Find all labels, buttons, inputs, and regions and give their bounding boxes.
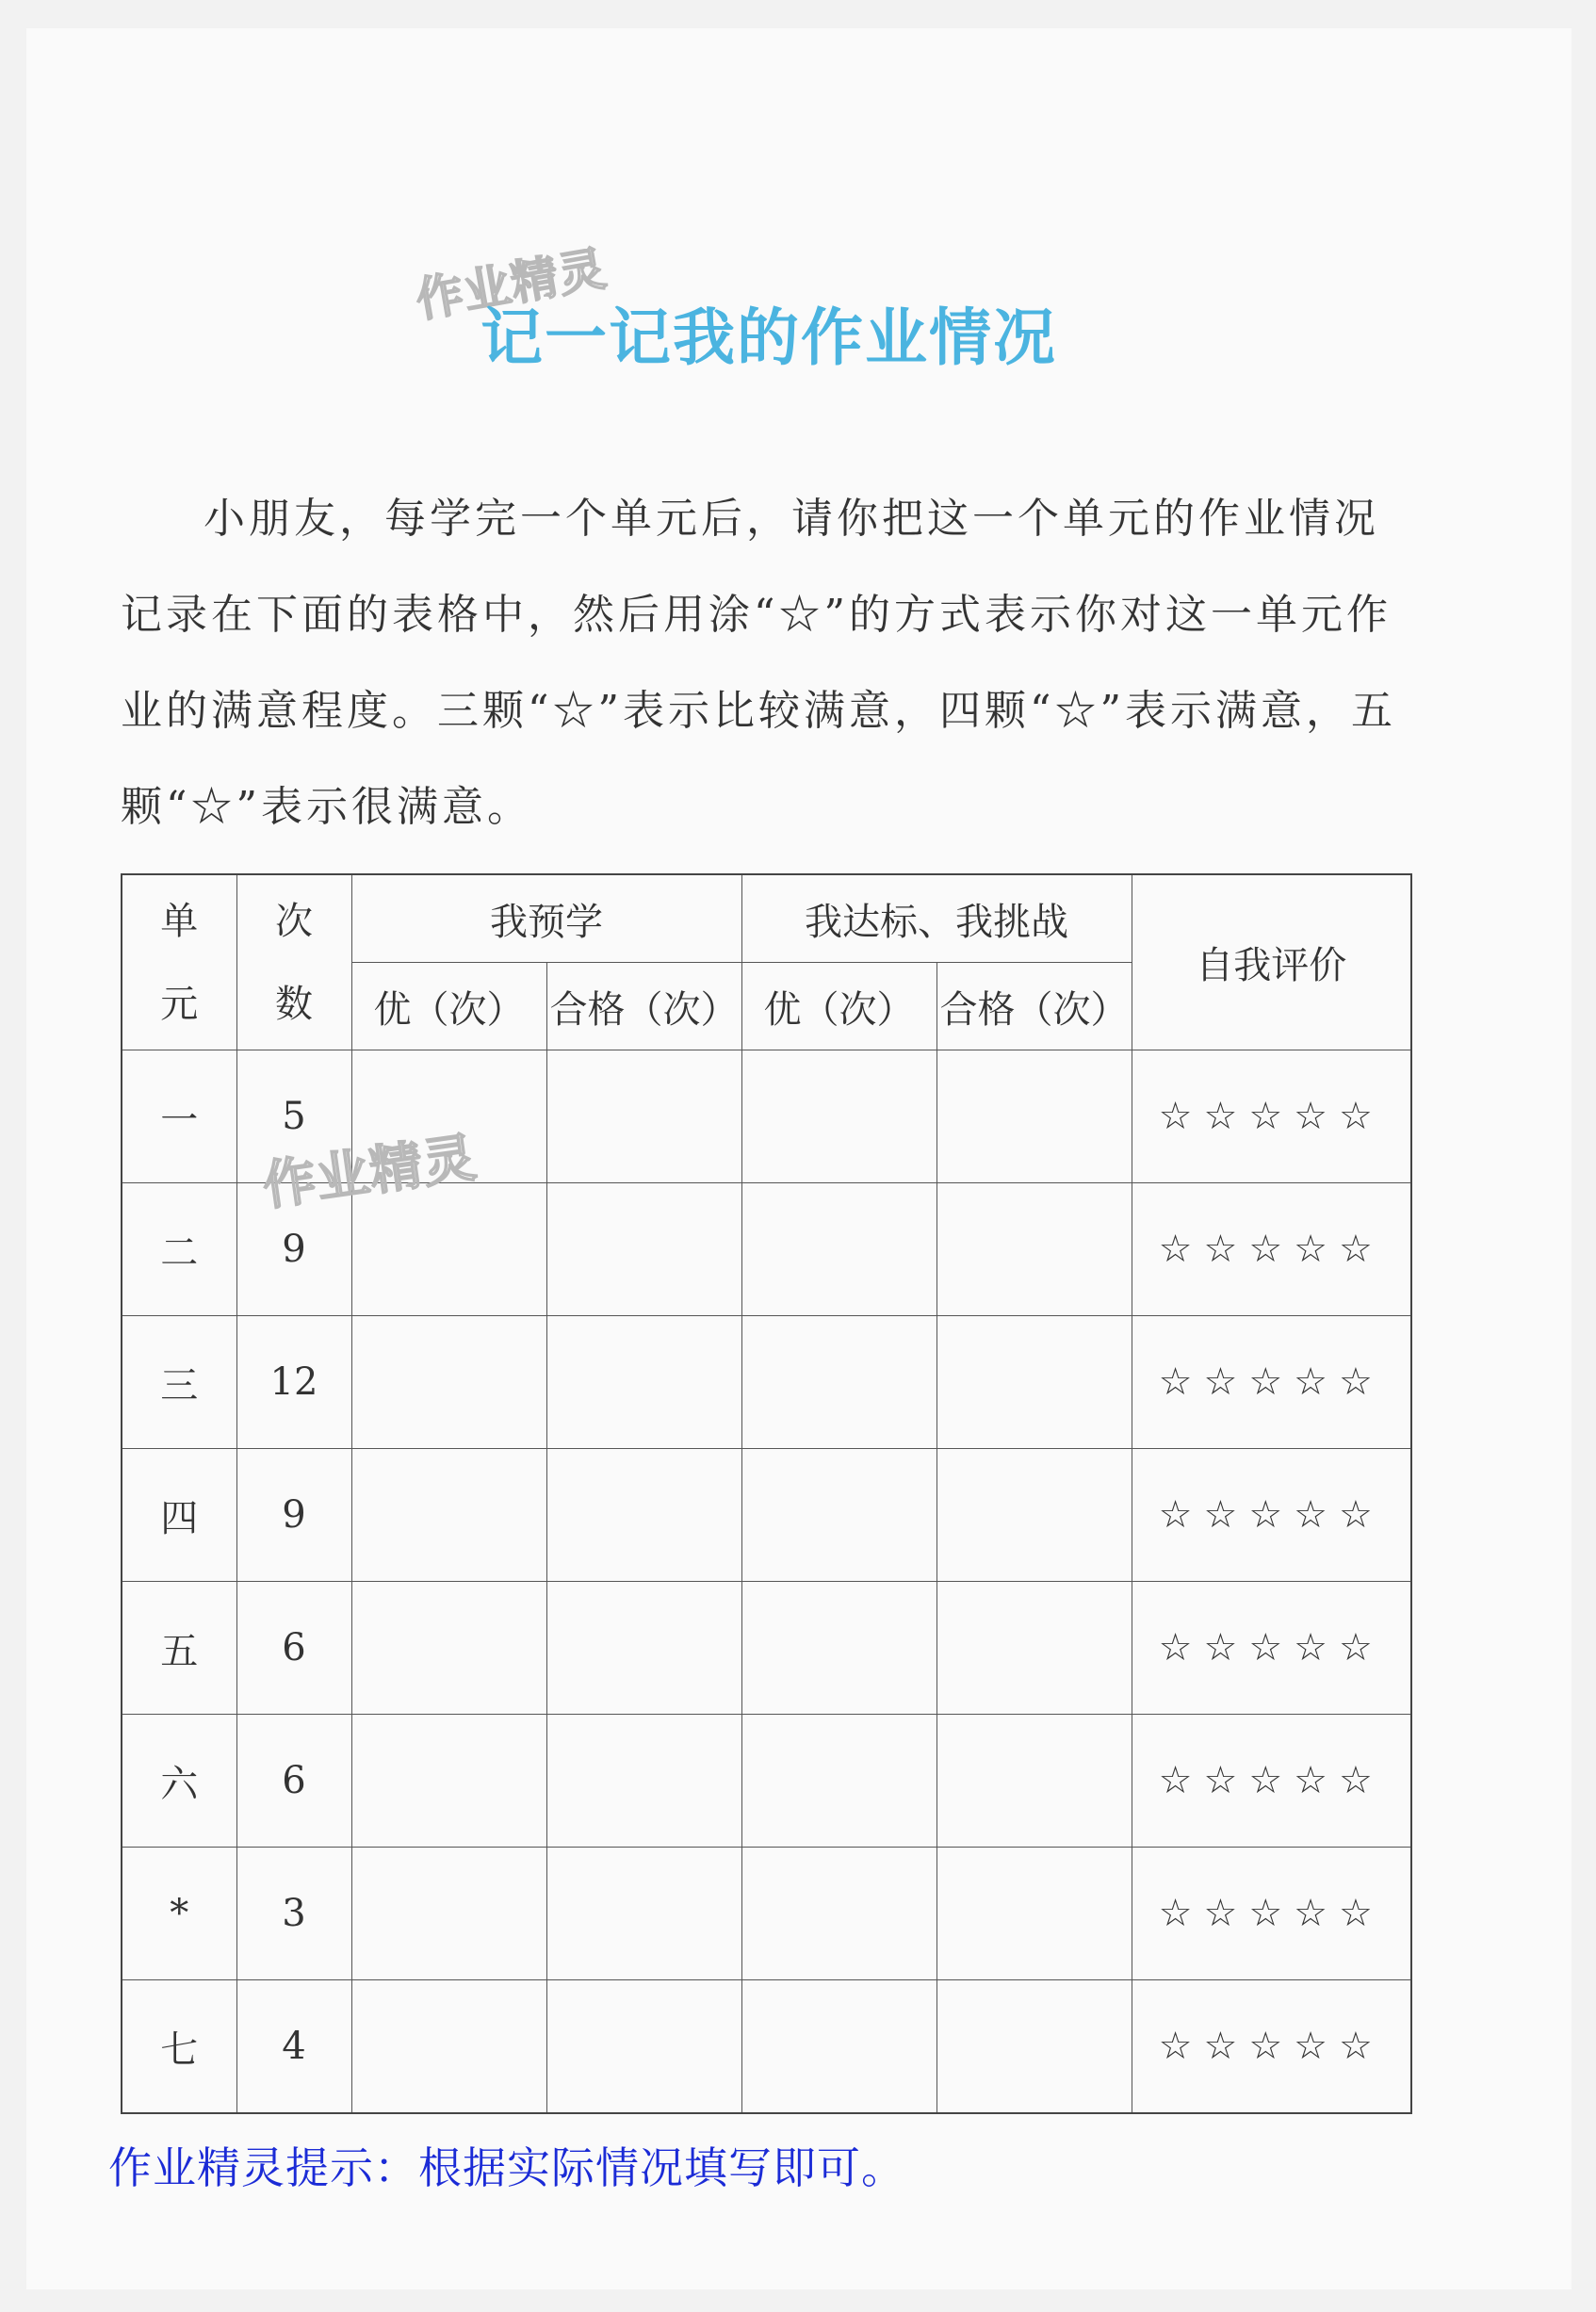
header-standard-group: 我达标、我挑战 [741, 874, 1132, 963]
standard-pass-cell[interactable] [936, 1050, 1132, 1183]
standard-pass-cell[interactable] [936, 1582, 1132, 1715]
standard-excellent-cell[interactable] [741, 1848, 936, 1980]
standard-pass-cell[interactable] [936, 1316, 1132, 1449]
standard-excellent-cell[interactable] [741, 1449, 936, 1582]
star-rating[interactable]: ☆☆☆☆☆ [1132, 1449, 1411, 1582]
watermark-logo-top: 作业精灵 [412, 240, 611, 329]
count-cell: 6 [236, 1715, 351, 1848]
preview-excellent-cell[interactable] [351, 1848, 546, 1980]
page-title: 记一记我的作业情况 [480, 301, 1057, 374]
star-rating[interactable]: ☆☆☆☆☆ [1132, 1848, 1411, 1980]
standard-excellent-cell[interactable] [741, 1980, 936, 2114]
unit-cell: 四 [122, 1449, 236, 1582]
header-standard-pass: 合格（次） [936, 963, 1132, 1050]
header-unit-char-2: 元 [160, 982, 199, 1026]
count-cell: 4 [236, 1980, 351, 2114]
preview-excellent-cell[interactable] [351, 1715, 546, 1848]
table-row [122, 1316, 1411, 1449]
header-self-evaluation: 自我评价 [1132, 874, 1411, 1050]
preview-excellent-cell[interactable] [351, 1316, 546, 1449]
header-standard-excellent: 优（次） [741, 963, 936, 1050]
table-row [122, 1715, 1411, 1848]
star-rating[interactable]: ☆☆☆☆☆ [1132, 1050, 1411, 1183]
preview-pass-cell[interactable] [546, 1449, 741, 1582]
unit-cell: 三 [122, 1316, 236, 1449]
standard-pass-cell[interactable] [936, 1449, 1132, 1582]
table-row [122, 1848, 1411, 1980]
intro-paragraph: 小朋友，每学完一个单元后，请你把这一个单元的作业情况记录在下面的表格中，然后用涂“☆”的方式表示你对这一单元作业的满意程度。三颗“☆”表示比较满意，四颗“☆”表示满意，五颗“☆”表示很满意。 [121, 495, 1396, 831]
preview-pass-cell[interactable] [546, 1848, 741, 1980]
unit-cell: 一 [122, 1050, 236, 1183]
header-unit-char-1: 单 [160, 899, 199, 943]
standard-excellent-cell[interactable] [741, 1715, 936, 1848]
star-rating[interactable]: ☆☆☆☆☆ [1132, 1980, 1411, 2114]
unit-cell: 五 [122, 1582, 236, 1715]
unit-cell: 二 [122, 1183, 236, 1316]
watermark-logo-middle: 作业精灵 [259, 1127, 481, 1218]
count-cell: 5 [236, 1050, 351, 1183]
header-preview-pass: 合格（次） [546, 963, 741, 1050]
preview-excellent-cell[interactable] [351, 1582, 546, 1715]
standard-excellent-cell[interactable] [741, 1316, 936, 1449]
count-cell: 6 [236, 1582, 351, 1715]
count-cell: 9 [236, 1183, 351, 1316]
standard-pass-cell[interactable] [936, 1848, 1132, 1980]
preview-pass-cell[interactable] [546, 1582, 741, 1715]
preview-pass-cell[interactable] [546, 1183, 741, 1316]
standard-pass-cell[interactable] [936, 1980, 1132, 2114]
star-rating[interactable]: ☆☆☆☆☆ [1132, 1715, 1411, 1848]
unit-cell: * [122, 1848, 236, 1980]
hint-text: 作业精灵提示：根据实际情况填写即可。 [108, 2142, 905, 2193]
table-row [122, 1582, 1411, 1715]
standard-excellent-cell[interactable] [741, 1050, 936, 1183]
preview-excellent-cell[interactable] [351, 1449, 546, 1582]
unit-cell: 六 [122, 1715, 236, 1848]
count-cell: 12 [236, 1316, 351, 1449]
preview-pass-cell[interactable] [546, 1980, 741, 2114]
standard-excellent-cell[interactable] [741, 1183, 936, 1316]
header-preview-group: 我预学 [351, 874, 741, 963]
standard-pass-cell[interactable] [936, 1183, 1132, 1316]
standard-excellent-cell[interactable] [741, 1582, 936, 1715]
table-row [122, 1980, 1411, 2114]
homework-record-table [121, 873, 1412, 2114]
count-cell: 3 [236, 1848, 351, 1980]
header-count [236, 874, 351, 1050]
preview-pass-cell[interactable] [546, 1316, 741, 1449]
unit-cell: 七 [122, 1980, 236, 2114]
table-row [122, 1449, 1411, 1582]
preview-excellent-cell[interactable] [351, 1980, 546, 2114]
header-preview-excellent: 优（次） [351, 963, 546, 1050]
star-rating[interactable]: ☆☆☆☆☆ [1132, 1316, 1411, 1449]
preview-pass-cell[interactable] [546, 1050, 741, 1183]
header-count-char-1: 次 [275, 899, 313, 943]
header-count-char-2: 数 [275, 982, 313, 1026]
header-unit [122, 874, 236, 1050]
preview-pass-cell[interactable] [546, 1715, 741, 1848]
count-cell: 9 [236, 1449, 351, 1582]
star-rating[interactable]: ☆☆☆☆☆ [1132, 1183, 1411, 1316]
standard-pass-cell[interactable] [936, 1715, 1132, 1848]
star-rating[interactable]: ☆☆☆☆☆ [1132, 1582, 1411, 1715]
